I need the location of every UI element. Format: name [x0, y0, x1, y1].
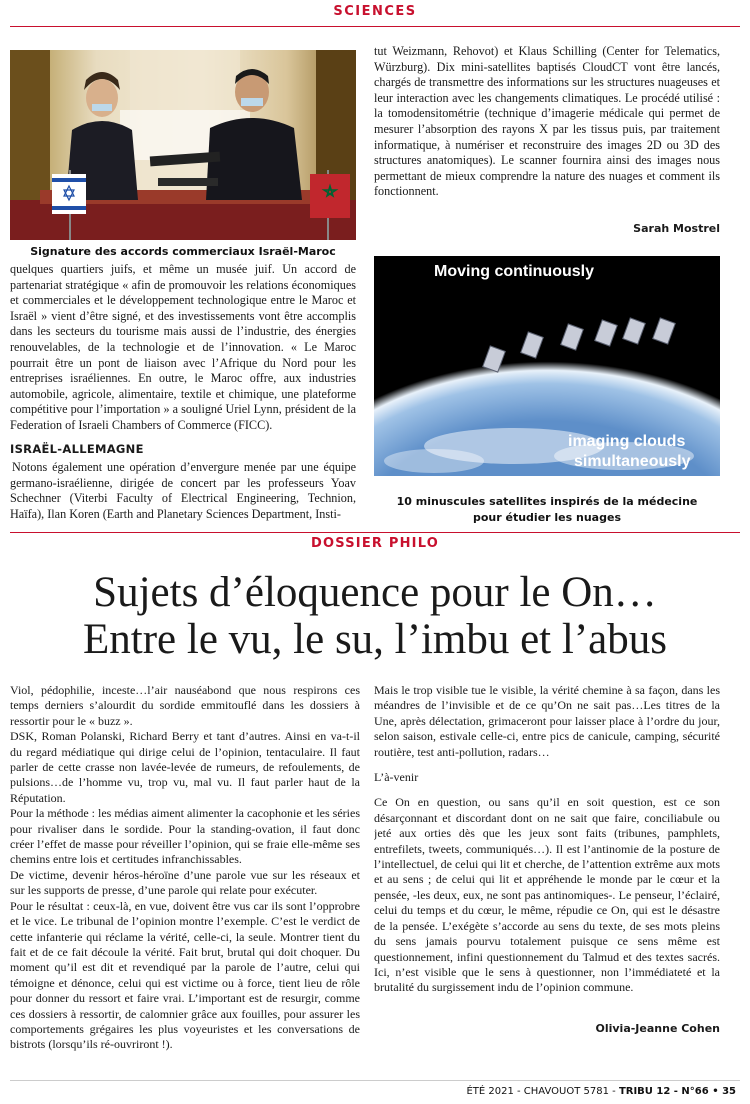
dossier-title: DOSSIER PHILO [311, 536, 439, 551]
footer-issue: TRIBU 12 - N°66 • 35 [618, 1086, 736, 1097]
article-paragraph: DSK, Roman Polanski, Richard Berry et tant d’autres. Ainsi en va-t-il du regard médiatique qui dirige celui de l’opinion, tentaculaire. Il faut parler de cette crasse non lavée-levée de rumeurs, de refoulements, de pulsions…de l’homme vu, trop vu, mal vu. Il faut parler haut de la Réputation. [10, 729, 360, 805]
article-paragraph: Pour le résultat : ceux-là, en vue, doivent être vus car ils sont l’opprobre et le vice. Le tribunal de l’opinion montre l’exemple. C’est le verdict de cette infanterie qui réclame la vérité, celle-ci, la seule. Montrer tient du fait et de ce fait découle la vérité. Fait brut, brutal qui doit choquer. Du moment qu’il est dit et revendiqué par la parole de l’autre, celui qui témoigne et dénonce, celui qui est victime ou à force, tient lieu de rôle pour donner du ressort et faire vrai. L’important est de resurgir, comme ces dossiers à ressortir, de calomnier grâce aux fouilles, pour assurer les comportements grégaires les plus voyeuristes et les conversations de bistrots (lorsqu’ils ré-ouvriront !). [10, 898, 360, 1052]
subheading-israel-allemagne: ISRAËL-ALLEMAGNE [10, 442, 144, 456]
article-left-column [10, 683, 360, 1075]
footer-rule [10, 1080, 740, 1081]
satellite-label-bottom-2: simultaneously [574, 453, 691, 470]
author-sarah-mostrel: Sarah Mostrel [633, 222, 720, 235]
author-olivia-jeanne-cohen: Olivia-Jeanne Cohen [595, 1022, 720, 1035]
satellites-caption: 10 minuscules satellites inspirés de la médecine pour étudier les nuages [396, 495, 698, 524]
dossier-rule [10, 532, 740, 533]
satellite-label-top: Moving continuously [434, 263, 594, 280]
headline-line-1: Sujets d’éloquence pour le On… [93, 569, 657, 616]
section-rule [10, 26, 740, 27]
article-paragraph: De victime, devenir héros-héroïne d’une parole vue sur les réseaux et sur les supports de presse, d’une parole qui relate pour exécuter. [10, 867, 360, 898]
article-paragraph: Mais le trop visible tue le visible, la vérité chemine à sa façon, dans les méandres de l’invisible et de ce qu’On ne sait pas…Les titres de la Une, après délectation, grimaceront pour laisser place à l’ordre du jour, selon saison, estivale celle-ci, entre pics de canicule, camping, sécurité routière, test anti-pollution, radars… [374, 683, 720, 759]
satellites-image [374, 256, 720, 476]
article-subheading: L’à-venir [374, 770, 419, 785]
article-paragraph: Viol, pédophilie, inceste…l’air nauséabond que nous respirons ces temps derniers s’alourdit du sordide emmitouflé dans les dossiers à ressortir pour le « buzz ». [10, 683, 360, 728]
page-footer [466, 1086, 736, 1097]
headline-line-2: Entre le vu, le su, l’imbu et l’abus [83, 616, 667, 663]
column2-text: tut Weizmann, Rehovot) et Klaus Schilling (Center for Telematics, Würzburg). Dix mini-satellites baptisés CloudCT vont être lancés, chargés de transmettre des informations sur les structures nuageuses et leur interaction avec les changements climatiques. Le procédé utilisé : la tomodensitométrie (technique d’imagerie médicale qui permet de mesurer l’absorption des rayons X par les tissus puis, par traitement informatique, à numériser et reconstruire des images 2D ou 3D des structures anatomiques). Le scanner fournira ainsi des images nous permettant de mieux comprendre la nature des nuages et comment ils fonctionnent. [374, 44, 720, 199]
section-title: SCIENCES [333, 4, 417, 19]
footer-date: ÉTÉ 2021 - CHAVOUOT 5781 - [466, 1086, 619, 1097]
column1-bottom-text: Notons également une opération d’envergure menée par une équipe germano-israélienne, dirigée de concert par les professeurs Yoav Schechner (Viterbi Faculty of Electrical Engineering, Technion, Haïfa), Ilan Koren (Earth and Planetary Sciences Department, Insti- [10, 460, 356, 521]
signing-photo-caption: Signature des accords commerciaux Israël-Maroc [30, 245, 336, 258]
article-right-column [374, 683, 720, 1013]
signing-photo [10, 50, 356, 240]
column1-text: quelques quartiers juifs, et même un musée juif. Un accord de partenariat stratégique « afin de promouvoir les relations économiques et commerciales et le développement technologique entre le Maroc et Israël » vient d’être signé, et des investissements vont être accomplis dans les secteurs du tourisme mais aussi de l’industrie, des énergies renouvelables, de la technologie et de l’innovation. « Le Maroc pourrait être un pont de liaison avec l’Afrique du Nord pour les entreprises israéliennes. En outre, le Maroc offre, aux industries automobile, agricole, alimentaire, textile et chimique, une plateforme compétitive pour l’importation » a souligné Uriel Lynn, président de la Federation of Israeli Chambers of Commerce (FICC). [10, 262, 356, 432]
satellite-label-bottom-1: imaging clouds [568, 433, 686, 450]
article-paragraph: Ce On en question, ou sans qu’il en soit question, est ce son désarçonnant et discordant dont on ne sait que faire, conciliabule ou jeté aux orties dès que les jeux sont faits (tribunes, pamphlets, entrefilets, tweets, communiqués…). Il est l’antinomie de la posture de l’intellectuel, de celui qui lit et cherche, de l’attention extrême aux mots et au sens ; de celui qui lit et appréhende le monde par le cœur et la pensée, -les deux, eux, ne sont pas antinomiques-. Le penseur, l’éclairé, celui du temps et du cœur, le même, répudie ce On, qui est le désastre de la pensée. L’exégète s’accorde au sens du texte, de ses mots pleins du sens jamais pourvu totalement puisque ce sens même est questionnement, infini questionnement du Talmud et des textes sacrés. Ici, n’est visible que le sens à questionner, non l’immédiateté et la brutalité du surgissement indu de l’opinion commune. [374, 795, 720, 995]
article-paragraph: Pour la méthode : les médias aiment alimenter la cacophonie et les séries pour rivaliser dans le sordide. Pour la standing-ovation, il faut donc créer l’effet de masse pour réveiller l’opinion, qui se fraie elle-même ses chemins entre lois et certitudes infranchissables. [10, 806, 360, 867]
